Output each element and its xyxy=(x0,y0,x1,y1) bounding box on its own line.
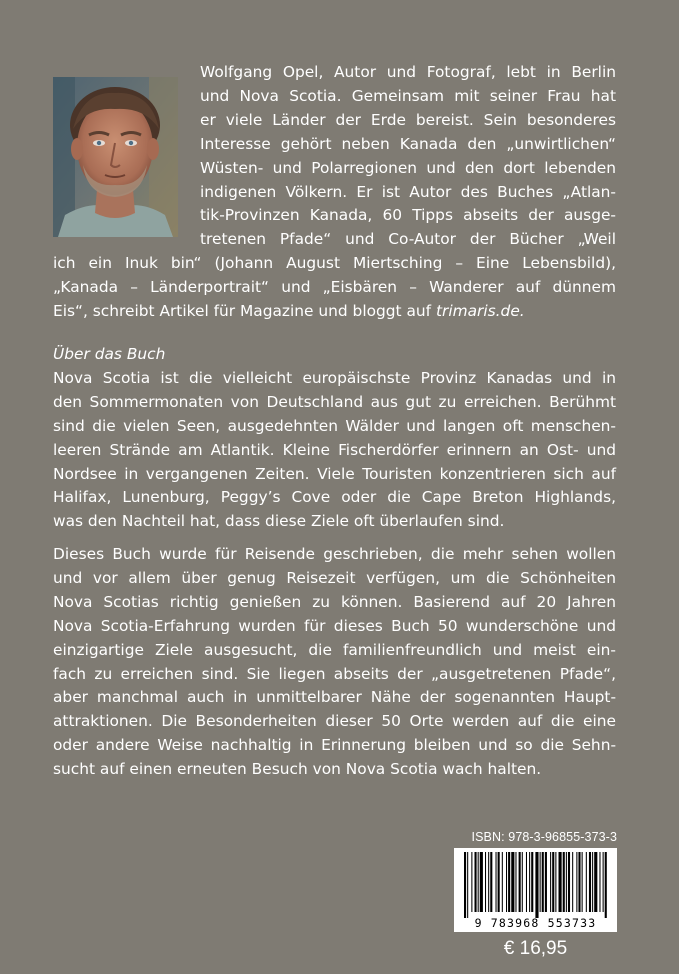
bio-line: tik-Provinzen Kanada, 60 Tipps abseits der ausge- xyxy=(200,206,616,225)
barcode-digits: 9 783968 553733 xyxy=(474,916,597,930)
isbn-label: ISBN: 978-3-96855-373-3 xyxy=(471,830,617,844)
bio-line: Wolfgang Opel, Autor und Fotograf, lebt in Berlin xyxy=(200,63,616,81)
bio-line: er viele Länder der Erde bereist. Sein besonderes xyxy=(200,110,616,129)
author-bio xyxy=(53,61,616,324)
blog-link[interactable]: trimaris.de. xyxy=(435,302,525,321)
bio-line: ich ein Inuk bin“ (Johann August Miertsching – Eine Lebensbild), xyxy=(53,254,616,273)
description-line: Nova Scotia-Erfahrung wurden für dieses Buch 50 wunderschöne und xyxy=(53,616,616,635)
price-label: € 16,95 xyxy=(503,938,568,959)
description-line: Nova Scotias richtig genießen zu können. Basierend auf 20 Jahren xyxy=(53,592,616,611)
description-line: attraktionen. Die Besonderheiten dieser 50 Orte werden auf die eine xyxy=(53,712,616,731)
description-line: fach zu erreichen sind. Sie liegen abseits der „ausgetretenen Pfade“, xyxy=(53,664,616,683)
bio-line: Interesse gehört neben Kanada den „unwirtlichen“ xyxy=(200,134,616,153)
bio-line-text: Eis“, schreibt Artikel für Magazine und bloggt auf xyxy=(53,302,436,321)
bio-line: „Kanada – Länderportrait“ und „Eisbären – Wanderer auf dünnem xyxy=(53,278,616,297)
about-line: Nova Scotia ist die vielleicht europäischste Provinz Kanadas und in xyxy=(53,368,616,387)
about-line: was den Nachteil hat, dass diese Ziele oft überlaufen sind. xyxy=(53,512,505,531)
description-line: aber manchmal auch in unmittelbarer Nähe der sogenannten Haupt- xyxy=(53,688,616,707)
isbn-barcode xyxy=(454,848,617,932)
about-line: Nordsee in vergangenen Zeiten. Viele Touristen konzentrieren sich auf xyxy=(53,464,616,483)
bio-last-line xyxy=(53,300,616,324)
description-line: einzigartige Ziele ausgesucht, die familienfreundlich und meist ein- xyxy=(53,640,616,659)
about-section xyxy=(53,343,616,534)
about-line: leeren Strände am Atlantik. Kleine Fischerdörfer erinnern an Ost- und xyxy=(53,440,616,459)
bio-line: und Nova Scotia. Gemeinsam mit seiner Frau hat xyxy=(200,86,616,105)
book-description xyxy=(53,543,616,782)
description-line: und vor allem über genug Reisezeit verfügen, um die Schönheiten xyxy=(53,568,616,587)
about-line: Halifax, Lunenburg, Peggy’s Cove oder die Cape Breton Highlands, xyxy=(53,488,616,507)
about-line: den Sommermonaten von Deutschland aus gut zu erreichen. Berühmt xyxy=(53,392,616,411)
barcode-bars xyxy=(454,848,617,918)
bio-line: tretenen Pfade“ und Co-Autor der Bücher „Weil xyxy=(200,230,616,249)
description-line: oder andere Weise nachhaltig in Erinnerung bleiben und so die Sehn- xyxy=(53,736,616,755)
bio-line: Wüsten- und Polarregionen und den dort lebenden xyxy=(200,158,616,177)
description-line: Dieses Buch wurde für Reisende geschrieben, die mehr sehen wollen xyxy=(53,545,616,563)
about-line: sind die vielen Seen, ausgedehnten Wälder und langen oft menschen- xyxy=(53,416,616,435)
description-line: sucht auf einen erneuten Besuch von Nova Scotia wach halten. xyxy=(53,760,542,779)
bio-line: indigenen Völkern. Er ist Autor des Buches „Atlan- xyxy=(200,182,616,201)
section-title: Über das Buch xyxy=(53,345,166,363)
